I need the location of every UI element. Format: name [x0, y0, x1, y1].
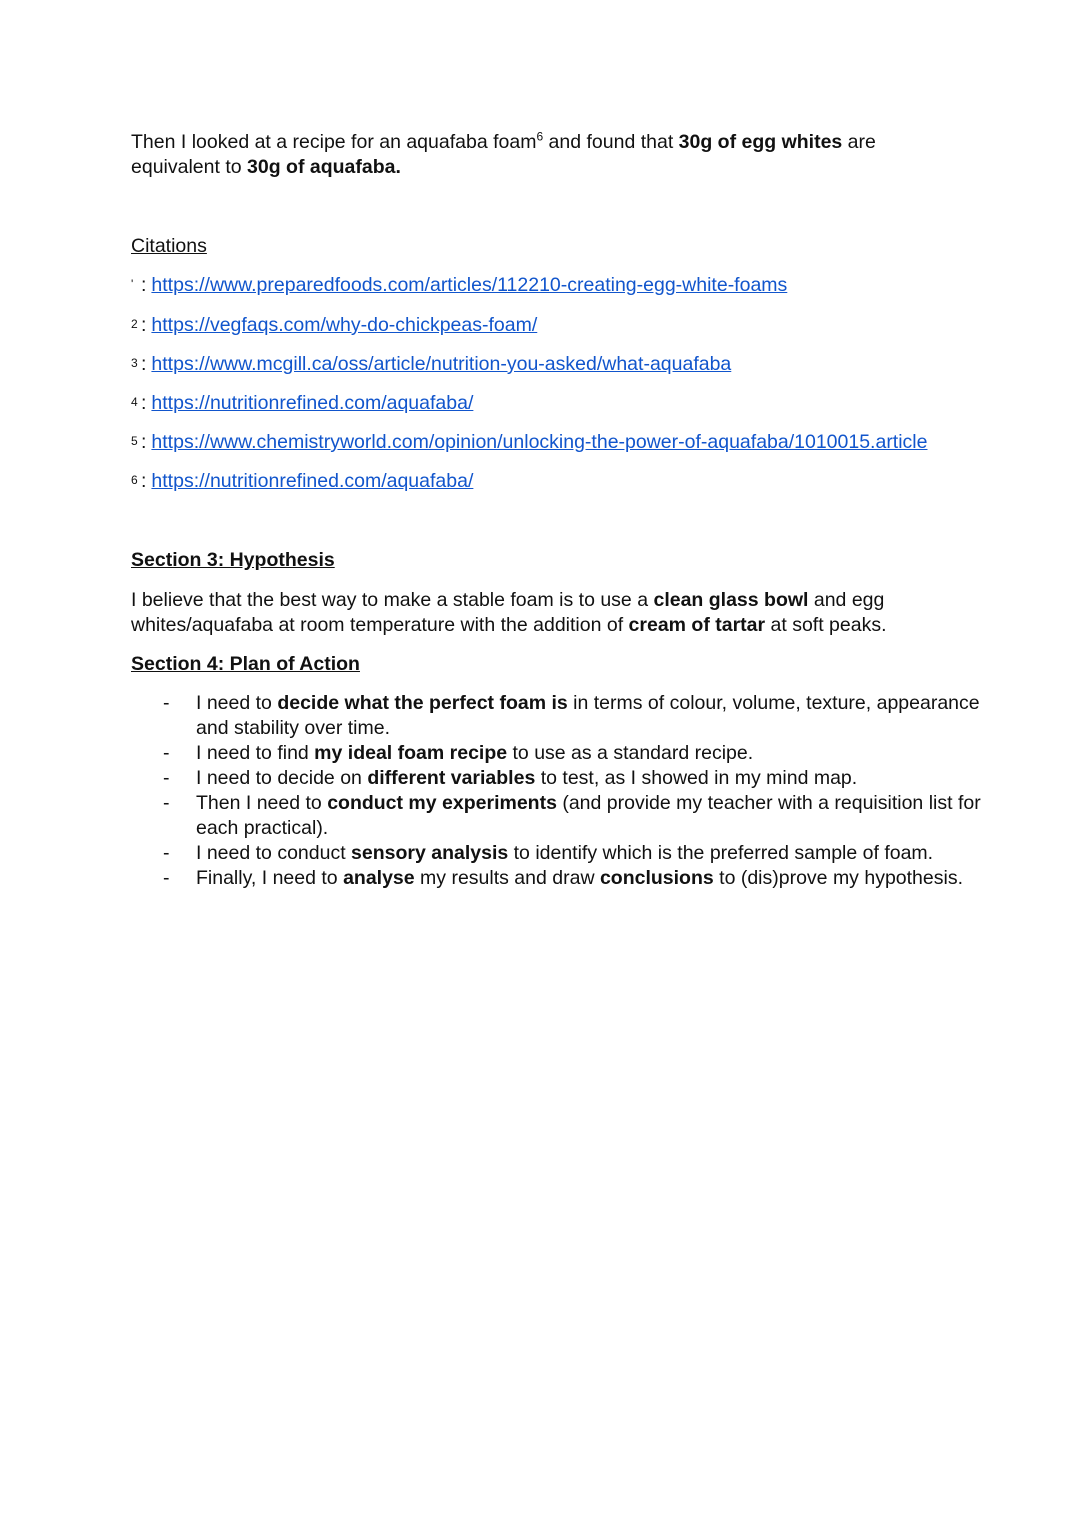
item-text-bold: analyse — [343, 867, 415, 889]
citation-number: 6 — [131, 473, 138, 487]
citation-colon: : — [141, 470, 147, 492]
list-item — [131, 691, 991, 741]
hypothesis-text-1: I believe that the best way to make a stable foam is to use a — [131, 589, 654, 611]
item-text-bold: different variables — [367, 767, 536, 789]
item-text-post: to test, as I showed in my mind map. — [535, 767, 858, 789]
list-item — [131, 866, 991, 891]
item-text-pre: I need to decide on — [196, 767, 368, 789]
list-item — [131, 841, 991, 866]
item-text-pre: Then I need to — [196, 792, 328, 814]
intro-bold-1: 30g of egg whites — [678, 131, 843, 153]
citation-6 — [131, 469, 473, 494]
hypothesis-paragraph — [131, 588, 931, 638]
citation-link-3[interactable]: https://www.mcgill.ca/oss/article/nutrition-you-asked/what-aquafaba — [151, 353, 732, 375]
list-dash: - — [163, 742, 170, 764]
item-text-post: to use as a standard recipe. — [507, 742, 754, 764]
citation-number: 3 — [131, 356, 138, 370]
list-item — [131, 791, 991, 841]
item-text-pre: I need to find — [196, 742, 315, 764]
citation-colon: : — [141, 392, 147, 414]
intro-bold-2: 30g of aquafaba. — [247, 156, 401, 178]
citation-number: 5 — [131, 434, 138, 448]
intro-text-3: are equivalent to — [131, 131, 876, 178]
intro-text-1: Then I looked at a recipe for an aquafaba foam — [131, 131, 537, 153]
list-dash: - — [163, 792, 170, 814]
citation-link-1[interactable]: https://www.preparedfoods.com/articles/112210-creating-egg-white-foams — [151, 274, 788, 296]
citation-colon: : — [141, 314, 147, 336]
intro-text-2: and found that — [543, 131, 679, 153]
citation-link-5[interactable]: https://www.chemistryworld.com/opinion/unlocking-the-power-of-aquafaba/1010015.article — [151, 431, 928, 453]
footnote-ref-6: 6 — [536, 129, 544, 144]
citation-link-4[interactable]: https://nutritionrefined.com/aquafaba/ — [151, 392, 474, 414]
citation-3 — [131, 352, 731, 377]
citation-link-2[interactable]: https://vegfaqs.com/why-do-chickpeas-foam/ — [151, 314, 538, 336]
citation-link-6[interactable]: https://nutritionrefined.com/aquafaba/ — [151, 470, 474, 492]
citation-colon: : — [141, 353, 147, 375]
item-text-post: my results and draw — [414, 867, 600, 889]
citation-5 — [131, 430, 928, 455]
item-text-bold-2: conclusions — [599, 867, 714, 889]
citation-1 — [131, 273, 787, 298]
item-text-post: in terms of colour, volume, texture, appearance and stability over time. — [196, 692, 980, 739]
item-text-bold: my ideal foam recipe — [314, 742, 508, 764]
hypothesis-text-2: and egg whites/aquafaba at room temperature with the addition of — [131, 589, 885, 636]
item-text-bold: sensory analysis — [351, 842, 509, 864]
list-item — [131, 741, 991, 766]
item-text-post: to identify which is the preferred sample of foam. — [508, 842, 934, 864]
citation-colon: : — [141, 274, 147, 296]
section-3-heading: Section 3: Hypothesis — [131, 549, 335, 571]
citation-2 — [131, 313, 537, 338]
item-text-pre: I need to — [196, 692, 278, 714]
list-dash: - — [163, 842, 170, 864]
item-text-post-2: to (dis)prove my hypothesis. — [713, 867, 963, 889]
citation-number: ' — [131, 277, 134, 291]
citation-number: 4 — [131, 395, 138, 409]
citation-number: 2 — [131, 317, 138, 331]
item-text-pre: I need to conduct — [196, 842, 352, 864]
plan-list — [131, 691, 991, 891]
list-item — [131, 766, 991, 791]
item-text-pre: Finally, I need to — [196, 867, 344, 889]
intro-paragraph — [131, 130, 951, 180]
list-dash: - — [163, 692, 170, 714]
item-text-bold: decide what the perfect foam is — [277, 692, 568, 714]
list-dash: - — [163, 867, 170, 889]
item-text-post: (and provide my teacher with a requisition list for each practical). — [196, 792, 981, 839]
hypothesis-text-3: at soft peaks. — [765, 614, 887, 636]
section-4-heading: Section 4: Plan of Action — [131, 653, 360, 675]
hypothesis-bold-2: cream of tartar — [628, 614, 766, 636]
hypothesis-bold-1: clean glass bowl — [653, 589, 809, 611]
item-text-bold: conduct my experiments — [327, 792, 557, 814]
citation-colon: : — [141, 431, 147, 453]
list-dash: - — [163, 767, 170, 789]
citation-4 — [131, 391, 473, 416]
citations-heading: Citations — [131, 235, 207, 257]
